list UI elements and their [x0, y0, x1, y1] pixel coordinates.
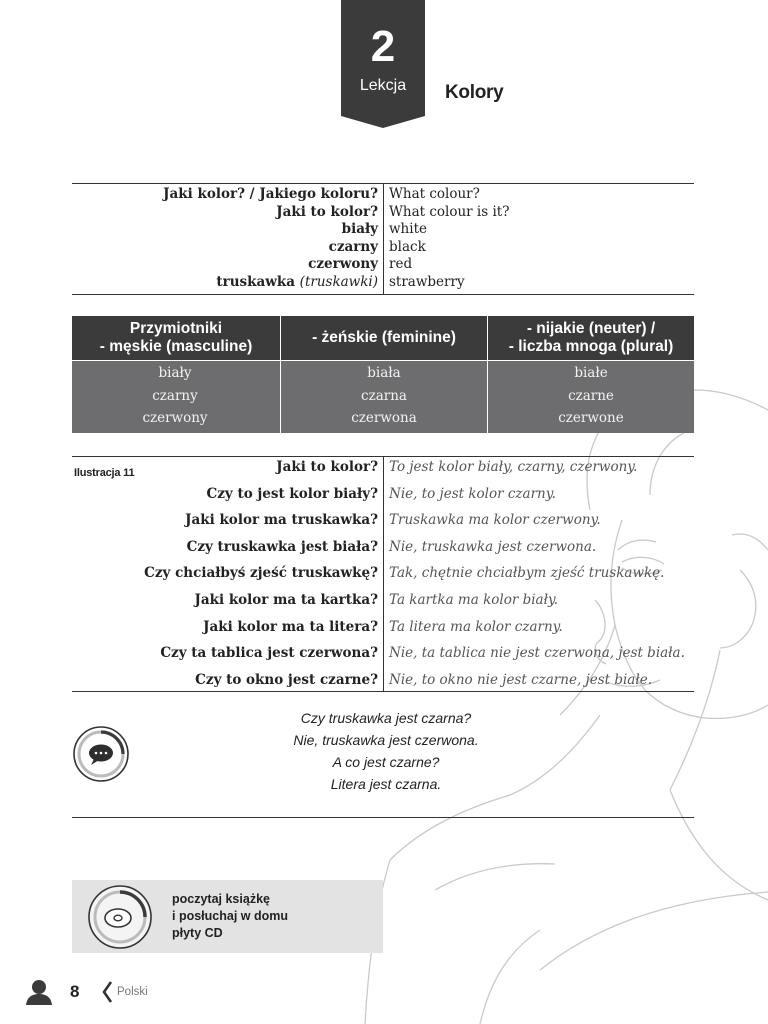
question: Czy truskawka jest biała? [186, 538, 378, 555]
vocab-polish: biały [341, 221, 378, 237]
dialog-line: Litera jest czarna. [330, 776, 442, 792]
vocab-row [72, 239, 694, 257]
vocab-bottom-rule [72, 294, 694, 295]
vocab-english: black [389, 238, 426, 255]
qa-row [72, 483, 694, 510]
cd-line: i posłuchaj w domu [172, 909, 288, 923]
header-neuter-plural: - nijakie (neuter) / - liczba mnoga (plural) [488, 316, 694, 360]
answer: Ta kartka ma kolor biały. [389, 592, 559, 608]
vocab-english: strawberry [389, 273, 465, 290]
cd-line: płyty CD [172, 926, 223, 940]
dialog-bottom-rule [72, 817, 694, 818]
dialog-line: Nie, truskawka jest czerwona. [293, 732, 479, 748]
qa-row [72, 642, 694, 669]
question: Czy chciałbyś zjeść truskawkę? [144, 565, 378, 582]
qa-row [72, 589, 694, 616]
adj-masc-black: czarny [152, 387, 198, 404]
adj-fem-black: czarna [361, 387, 407, 404]
qa-list [72, 456, 694, 692]
adj-neut-red: czerwone [558, 410, 624, 426]
vocab-english: What colour is it? [389, 203, 510, 220]
vocab-plural-note: (truskawki) [299, 273, 378, 290]
vocab-polish: truskawka (truskawki) [216, 273, 378, 290]
question: Czy ta tablica jest czerwona? [160, 645, 378, 662]
header-feminine: - żeńskie (feminine) [281, 316, 487, 360]
vocab-row [72, 274, 694, 292]
lesson-title: Kolory [445, 82, 504, 103]
vocab-english: red [389, 256, 413, 272]
adj-masc-white: biały [158, 365, 192, 381]
cd-instructions [172, 891, 288, 942]
vocab-row [72, 204, 694, 222]
lesson-word: Lekcja [359, 77, 407, 94]
adjective-table [72, 316, 694, 433]
adj-neut-black: czarne [568, 387, 614, 404]
question: Czy to jest kolor biały? [206, 485, 378, 502]
qa-row [72, 616, 694, 643]
answer: Nie, to okno nie jest czarne, jest białe. [389, 671, 653, 688]
qa-bottom-rule [72, 691, 694, 692]
answer: Truskawka ma kolor czerwony. [389, 512, 601, 529]
cd-disc-icon [88, 885, 152, 949]
cd-line: poczytaj książkę [172, 892, 270, 906]
adj-neut-white: białe [574, 365, 608, 381]
answer: Nie, ta tablica nie jest czerwona, jest biała. [389, 645, 685, 662]
footer-language: Polski [117, 986, 148, 998]
qa-row [72, 509, 694, 536]
answer: Nie, to jest kolor czarny. [389, 485, 556, 502]
vocab-row [72, 221, 694, 239]
vocab-english: white [389, 221, 427, 237]
person-icon [25, 978, 53, 1006]
vocab-row [72, 256, 694, 274]
adj-masc-red: czerwony [142, 410, 208, 426]
page-number: 8 [70, 982, 80, 1001]
vocab-polish: czerwony [308, 256, 378, 272]
lesson-number: 2 [370, 22, 396, 71]
question: Jaki kolor ma truskawka? [185, 512, 378, 529]
vocab-english: What colour? [389, 186, 480, 202]
adj-fem-white: biała [367, 365, 401, 381]
speech-bubble-icon [72, 726, 130, 782]
qa-row [72, 562, 694, 589]
dialog-line: Czy truskawka jest czarna? [300, 710, 472, 726]
answer: Nie, truskawka jest czerwona. [389, 538, 597, 555]
qa-row [72, 536, 694, 563]
qa-row [72, 456, 694, 483]
vocab-polish: czarny [328, 238, 378, 255]
vocab-row [72, 186, 694, 204]
question: Jaki kolor ma ta kartka? [194, 592, 378, 608]
answer: Ta litera ma kolor czarny. [389, 618, 563, 635]
question: Jaki kolor ma ta litera? [203, 618, 378, 635]
dialog-line: A co jest czarne? [332, 754, 440, 770]
illustration-label: Ilustracja 11 [74, 467, 135, 479]
adj-fem-red: czerwona [351, 410, 417, 426]
question: Czy to okno jest czarne? [195, 671, 378, 688]
question: Jaki to kolor? [276, 459, 378, 475]
vocab-list [72, 184, 694, 294]
answer: Tak, chętnie chciałbym zjeść truskawkę. [389, 565, 665, 582]
answer: To jest kolor biały, czarny, czerwony. [389, 459, 638, 475]
vocab-polish: Jaki kolor? / Jakiego koloru? [163, 186, 378, 202]
header-masculine: Przymiotniki - męskie (masculine) [72, 316, 280, 360]
vocab-polish: Jaki to kolor? [276, 203, 378, 220]
chevron-left-icon [101, 981, 113, 1003]
